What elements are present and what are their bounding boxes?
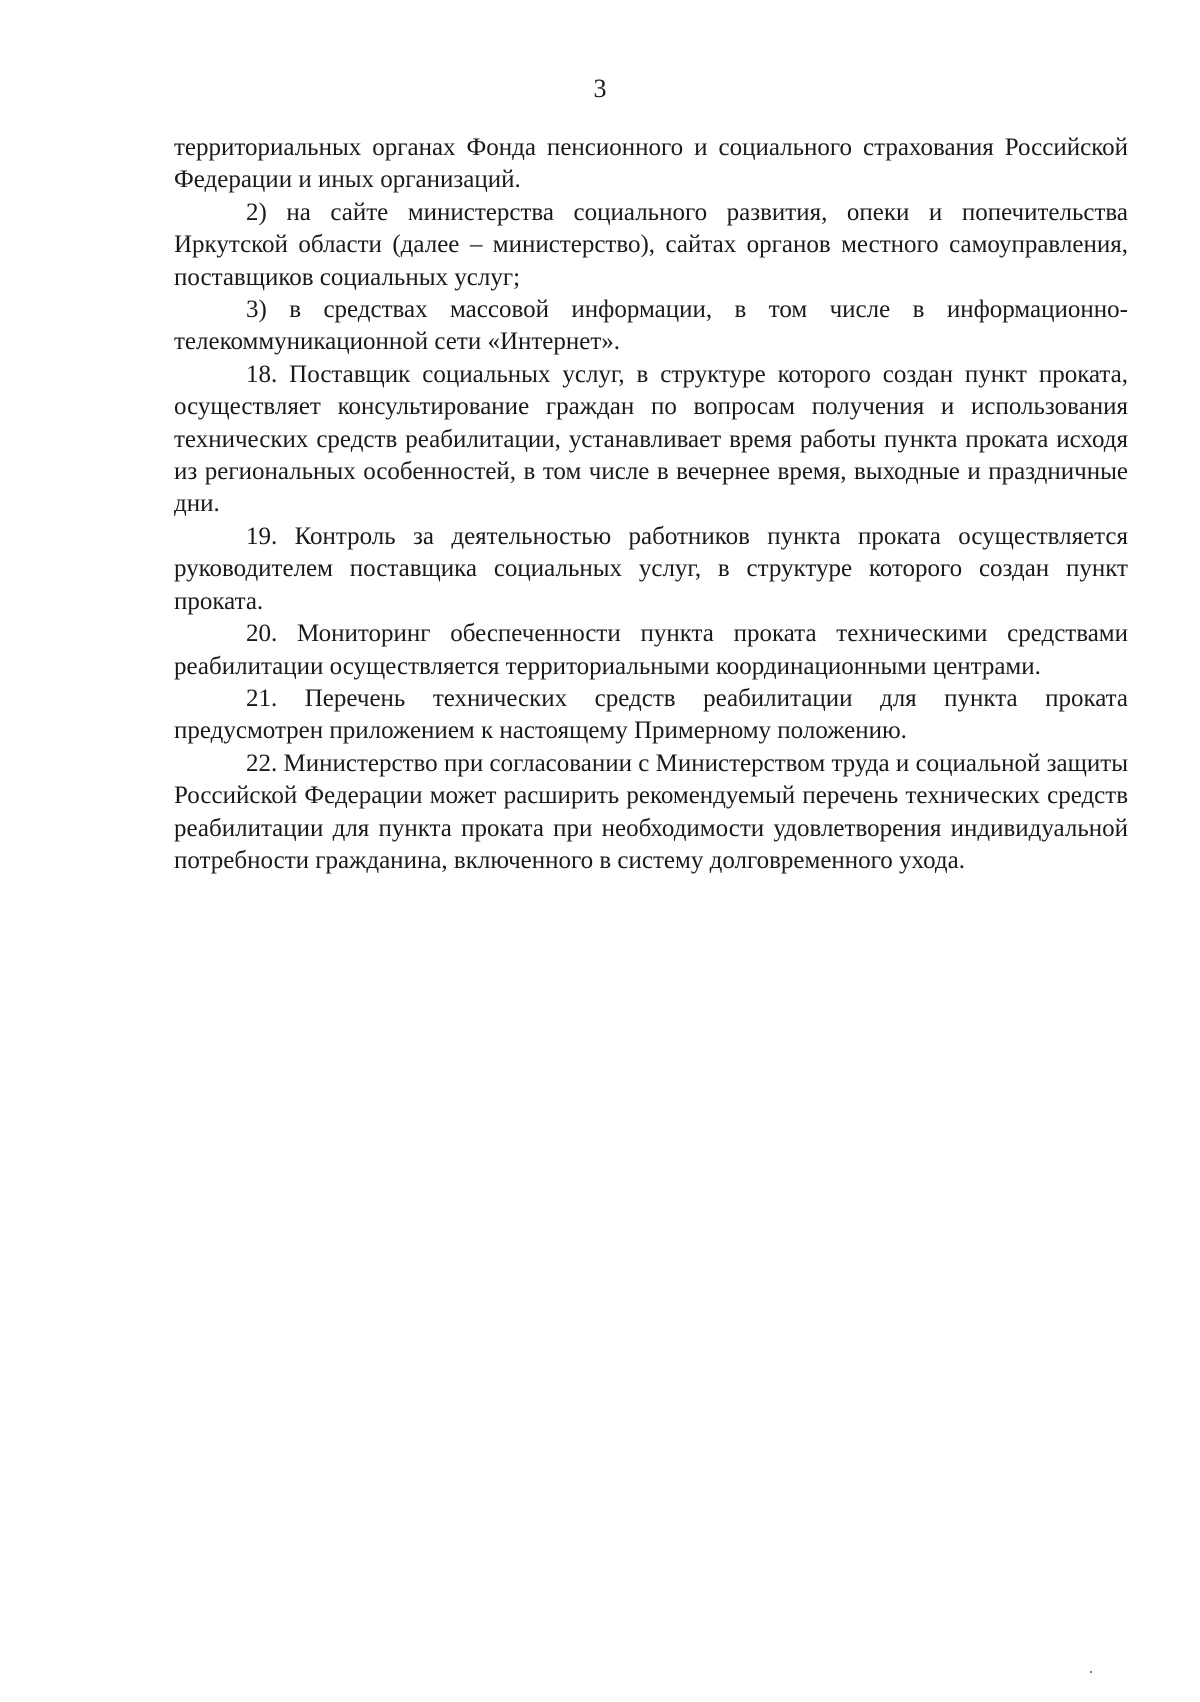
scan-speck [1090, 1671, 1092, 1673]
paragraph-item-3: 3) в средствах массовой информации, в том числе в информационно-телекоммуникационной сети «Интернет». [174, 296, 1128, 356]
paragraph-continuation: территориальных органах Фонда пенсионного и социального страхования Российской Федерации и иных организаций. [174, 134, 1128, 194]
paragraph-22: 22. Министерство при согласовании с Министерством труда и социальной защиты Российской Федерации может расширить рекомендуемый перечень технических средств реабилитации для пункта проката при необходимости удовлетворения индивидуальной потребности гражданина, включенного в систему долговременного ухода. [174, 749, 1128, 874]
document-body [174, 132, 1128, 877]
paragraph-19: 19. Контроль за деятельностью работников пункта проката осуществляется руководителем поставщика социальных услуг, в структуре которого создан пункт проката. [174, 522, 1128, 615]
paragraph-18: 18. Поставщик социальных услуг, в структуре которого создан пункт проката, осуществляет консультирование граждан по вопросам получения и использования технических средств реабилитации, устанавливает время работы пункта проката исходя из региональных особенностей, в том числе в вечернее время, выходные и праздничные дни. [174, 360, 1128, 518]
paragraph-item-2: 2) на сайте министерства социального развития, опеки и попечительства Иркутской области (далее – министерство), сайтах органов местного самоуправления, поставщиков социальных услуг; [174, 198, 1128, 291]
page-number: 3 [593, 74, 607, 103]
paragraph-20: 20. Мониторинг обеспеченности пункта проката техническими средствами реабилитации осуществляется территориальными координационными центрами. [174, 620, 1128, 680]
paragraph-21: 21. Перечень технических средств реабилитации для пункта проката предусмотрен приложением к настоящему Примерному положению. [174, 684, 1128, 745]
